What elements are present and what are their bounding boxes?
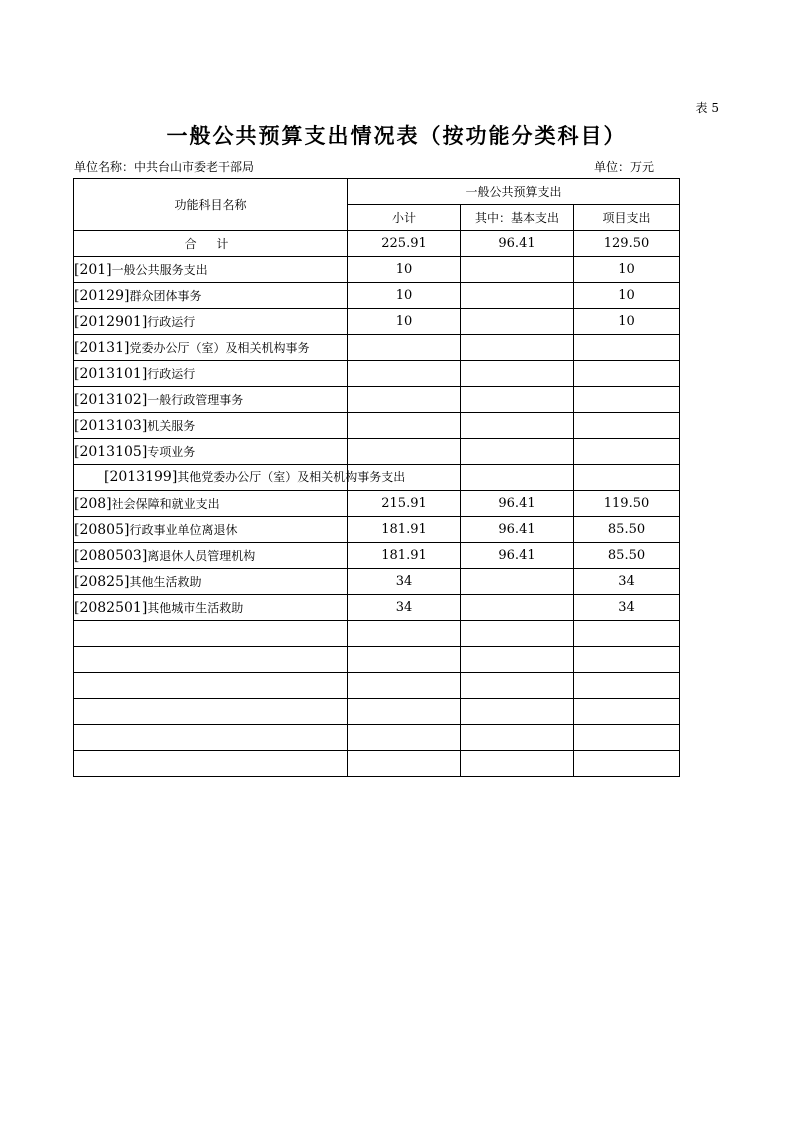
project-cell: 34 <box>574 595 680 621</box>
subject-cell <box>74 595 348 621</box>
subject-code: [20805] <box>74 522 130 538</box>
empty-row <box>74 673 680 699</box>
unit-name: 单位名称：中共台山市委老干部局 <box>74 160 255 174</box>
table-row <box>74 517 680 543</box>
subject-name: 行政运行 <box>147 367 196 381</box>
table-row <box>74 387 680 413</box>
project-cell <box>574 465 680 491</box>
subject-code: [2080503] <box>74 548 148 564</box>
basic-cell <box>461 335 574 361</box>
subject-name: 一般行政管理事务 <box>147 393 244 407</box>
project-cell: 85.50 <box>574 517 680 543</box>
empty-row <box>74 699 680 725</box>
subtotal-cell <box>348 439 461 465</box>
subject-cell <box>74 309 348 335</box>
table-row <box>74 543 680 569</box>
table-number: 表 5 <box>695 101 719 115</box>
currency-unit: 单位：万元 <box>593 160 654 174</box>
subtotal-cell <box>348 335 461 361</box>
subject-name: 行政运行 <box>147 315 196 329</box>
subtotal-cell: 10 <box>348 309 461 335</box>
subject-cell <box>74 491 348 517</box>
subject-name: 行政事业单位离退休 <box>129 523 238 537</box>
empty-row <box>74 751 680 777</box>
table-row <box>74 569 680 595</box>
subject-name: 群众团体事务 <box>129 289 202 303</box>
table-row <box>74 335 680 361</box>
subject-name: 其他党委办公厅（室）及相关机构事务支出 <box>177 470 406 484</box>
subject-code: [2012901] <box>74 314 148 330</box>
basic-cell: 96.41 <box>461 543 574 569</box>
subtotal-cell <box>348 413 461 439</box>
subject-cell <box>74 257 348 283</box>
project-cell: 10 <box>574 309 680 335</box>
basic-cell <box>461 309 574 335</box>
subject-code: [2013102] <box>74 392 148 408</box>
subtotal-cell <box>348 361 461 387</box>
basic-cell <box>461 283 574 309</box>
subtotal-cell: 34 <box>348 595 461 621</box>
basic-cell: 96.41 <box>461 517 574 543</box>
subject-code: [20129] <box>74 288 130 304</box>
subtotal-cell: 215.91 <box>348 491 461 517</box>
table-row <box>74 361 680 387</box>
header-basic: 其中：基本支出 <box>461 205 574 231</box>
project-cell: 10 <box>574 257 680 283</box>
basic-cell <box>461 465 574 491</box>
project-cell: 85.50 <box>574 543 680 569</box>
header-row-1 <box>74 179 680 205</box>
subtotal-cell: 10 <box>348 257 461 283</box>
table-row <box>74 413 680 439</box>
subject-name: 机关服务 <box>147 419 196 433</box>
total-project: 129.50 <box>574 231 680 257</box>
subtotal-cell: 181.91 <box>348 543 461 569</box>
subject-code: [20825] <box>74 574 130 590</box>
subject-name: 党委办公厅（室）及相关机构事务 <box>129 341 310 355</box>
header-subject-name: 功能科目名称 <box>74 179 348 231</box>
total-subtotal: 225.91 <box>348 231 461 257</box>
subject-cell <box>74 543 348 569</box>
subject-cell <box>74 387 348 413</box>
empty-row <box>74 647 680 673</box>
subtotal-cell: 34 <box>348 569 461 595</box>
subject-cell <box>74 335 348 361</box>
budget-table <box>73 178 680 777</box>
project-cell <box>574 361 680 387</box>
subject-name: 一般公共服务支出 <box>111 263 208 277</box>
table-row <box>74 491 680 517</box>
project-cell <box>574 413 680 439</box>
subject-name: 离退休人员管理机构 <box>147 549 256 563</box>
subject-cell <box>74 465 406 491</box>
header-project: 项目支出 <box>574 205 680 231</box>
table-row <box>74 595 680 621</box>
project-cell <box>574 335 680 361</box>
subject-cell <box>74 569 348 595</box>
project-cell <box>574 439 680 465</box>
page-title: 一般公共预算支出情况表（按功能分类科目） <box>166 123 627 148</box>
empty-row <box>74 621 680 647</box>
table-row <box>74 439 680 465</box>
subject-code: [2082501] <box>74 600 148 616</box>
basic-cell: 96.41 <box>461 491 574 517</box>
basic-cell <box>461 413 574 439</box>
empty-row <box>74 725 680 751</box>
subject-name: 其他城市生活救助 <box>147 601 244 615</box>
subject-name: 其他生活救助 <box>129 575 202 589</box>
subtotal-cell <box>348 387 461 413</box>
subtotal-cell: 181.91 <box>348 517 461 543</box>
header-budget-group: 一般公共预算支出 <box>348 179 680 205</box>
subject-code: [201] <box>74 262 112 278</box>
subject-cell <box>74 283 348 309</box>
table-row <box>74 465 680 491</box>
total-row <box>74 231 680 257</box>
header-subtotal: 小计 <box>348 205 461 231</box>
subject-code: [2013105] <box>74 444 148 460</box>
basic-cell <box>461 439 574 465</box>
subject-code: [2013103] <box>74 418 148 434</box>
project-cell: 119.50 <box>574 491 680 517</box>
subject-name: 专项业务 <box>147 445 196 459</box>
subject-code: [2013199] <box>104 469 178 485</box>
subject-cell <box>74 361 348 387</box>
subject-code: [2013101] <box>74 366 148 382</box>
subject-cell <box>74 413 348 439</box>
subject-name: 社会保障和就业支出 <box>111 497 220 511</box>
total-basic: 96.41 <box>461 231 574 257</box>
table-row <box>74 309 680 335</box>
basic-cell <box>461 257 574 283</box>
basic-cell <box>461 595 574 621</box>
basic-cell <box>461 387 574 413</box>
basic-cell <box>461 569 574 595</box>
table-row <box>74 283 680 309</box>
subject-cell <box>74 439 348 465</box>
subject-code: [208] <box>74 496 112 512</box>
table-row <box>74 257 680 283</box>
subject-cell <box>74 517 348 543</box>
basic-cell <box>461 361 574 387</box>
project-cell: 34 <box>574 569 680 595</box>
subject-code: [20131] <box>74 340 130 356</box>
project-cell <box>574 387 680 413</box>
total-label: 合 计 <box>74 231 348 257</box>
project-cell: 10 <box>574 283 680 309</box>
subtotal-cell: 10 <box>348 283 461 309</box>
